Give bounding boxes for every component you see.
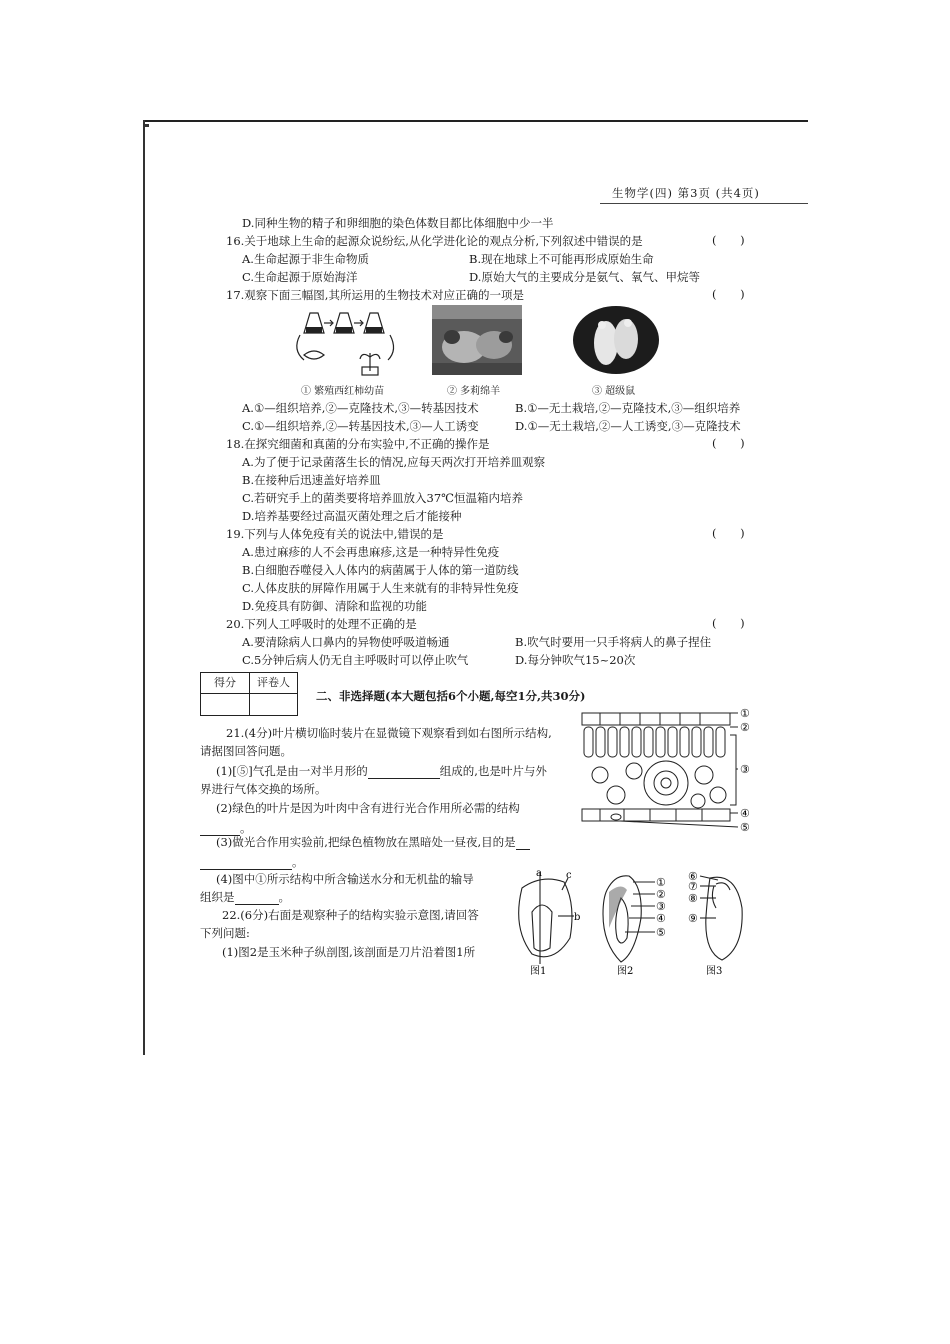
q16-option-b: B.现在地球上不可能再形成原始生命 [469, 252, 654, 266]
q19-answer-paren: ( ) [712, 526, 755, 540]
q21-blank-1[interactable] [368, 778, 440, 779]
fig3-caption: 图3 [706, 966, 723, 977]
q17-stem: 17.观察下面三幅图,其所运用的生物技术对应正确的一项是 [226, 288, 524, 302]
q22-line-3: (1)图2是玉米种子纵剖图,该剖面是刀片沿着图1所 [222, 945, 476, 959]
q21-line-2: 请据图回答问题。 [200, 744, 292, 758]
q21-part-1-text-a: (1)[⑤]气孔是由一对半月形的 [216, 764, 368, 778]
q16-answer-paren: ( ) [712, 233, 755, 247]
q21-part-1-c: 界进行气体交换的场所。 [200, 782, 327, 796]
q19-stem: 19.下列与人体免疫有关的说法中,错误的是 [226, 527, 444, 541]
dolly-sheep-photo [432, 305, 522, 375]
fig1-label-a: a [536, 868, 542, 879]
fig3-label-9: ⑨ [688, 912, 698, 925]
q17-option-b: B.①—无土栽培,②—克隆技术,③—组织培养 [515, 401, 741, 415]
q19-option-a: A.患过麻疹的人不会再患麻疹,这是一种特异性免疫 [242, 545, 500, 559]
q16-option-d: D.原始大气的主要成分是氨气、氧气、甲烷等 [469, 270, 700, 284]
q20-option-d: D.每分钟吹气15~20次 [515, 653, 636, 667]
q21-part-4-b [200, 889, 290, 905]
corn-seed-figure-2 [593, 868, 678, 978]
leaf-cross-section-diagram [580, 705, 755, 835]
fig3-label-6: ⑥ [688, 870, 698, 883]
q17-option-a: A.①—组织培养,②—克隆技术,③—转基因技术 [242, 401, 479, 415]
q21-part-3-period: 。 [292, 855, 304, 869]
q18-option-b: B.在接种后迅速盖好培养皿 [242, 473, 381, 487]
q20-option-b: B.吹气时要用一只手将病人的鼻子捏住 [515, 635, 712, 649]
q21-blank-3a[interactable] [516, 849, 530, 850]
q18-option-d: D.培养基要经过高温灭菌处理之后才能接种 [242, 509, 462, 523]
section-2-title: 二、非选择题(本大题包括6个小题,每空1分,共30分) [316, 689, 586, 703]
q21-part-2-period: 。 [240, 821, 252, 835]
fig3-label-8: ⑧ [688, 892, 698, 905]
q19-option-b: B.白细胞吞噬侵入人体内的病菌属于人体的第一道防线 [242, 563, 519, 577]
score-table-divider [249, 673, 250, 715]
leaf-label-4: ④ [740, 807, 750, 820]
fig1-label-b: b [574, 912, 581, 923]
fig2-label-4: ④ [656, 912, 666, 925]
margin-tick [143, 124, 149, 127]
q21-blank-4[interactable] [235, 904, 279, 905]
header-rule [600, 203, 808, 204]
fig2-label-2: ② [656, 888, 666, 901]
leaf-label-3: ③ [740, 763, 750, 776]
q15-option-d: D.同种生物的精子和卵细胞的染色体数目都比体细胞中少一半 [242, 216, 554, 230]
q16-option-a: A.生命起源于非生命物质 [242, 252, 369, 266]
fig3-label-7: ⑦ [688, 880, 698, 893]
q17-caption-2: ② 多莉绵羊 [447, 386, 501, 397]
q21-part-4-text: 组织是 [200, 890, 235, 904]
q18-option-c: C.若研究手上的菌类要将培养皿放入37℃恒温箱内培养 [242, 491, 524, 505]
fig1-label-c: c [566, 870, 572, 881]
top-rule [143, 120, 808, 122]
left-margin-line [143, 120, 145, 1055]
score-table [200, 672, 298, 716]
q21-part-4-period: 。 [278, 890, 290, 904]
q21-part-1-a [216, 763, 547, 779]
leaf-label-2: ② [740, 721, 750, 734]
q16-option-c: C.生命起源于原始海洋 [242, 270, 358, 284]
q20-stem: 20.下列人工呼吸时的处理不正确的是 [226, 617, 417, 631]
q21-line-1: 21.(4分)叶片横切临时装片在显微镜下观察看到如右图所示结构, [226, 726, 552, 740]
tomato-tissue-culture-figure [290, 305, 400, 377]
q20-option-c: C.5分钟后病人仍无自主呼吸时可以停止吹气 [242, 653, 469, 667]
q18-answer-paren: ( ) [712, 436, 755, 450]
fig2-caption: 图2 [617, 966, 634, 977]
q21-part-3-a [216, 834, 530, 850]
fig2-label-5: ⑤ [656, 926, 666, 939]
q21-part-3-text: (3)做光合作用实验前,把绿色植物放在黑暗处一昼夜,目的是 [216, 835, 516, 849]
grader-label: 评卷人 [257, 676, 290, 689]
fig2-label-3: ③ [656, 900, 666, 913]
score-table-rule [201, 693, 297, 694]
score-label: 得分 [214, 676, 236, 689]
super-mouse-photo [572, 305, 660, 375]
page-header: 生物学(四) 第3页 (共4页) [612, 186, 760, 200]
q19-option-c: C.人体皮肤的屏障作用属于人生来就有的非特异性免疫 [242, 581, 519, 595]
q18-stem: 18.在探究细菌和真菌的分布实验中,不正确的操作是 [226, 437, 490, 451]
fig1-caption: 图1 [530, 966, 547, 977]
q22-line-1: 22.(6分)右面是观察种子的结构实验示意图,请回答 [222, 908, 479, 922]
q17-option-d: D.①—无土栽培,②—人工诱变,③—克隆技术 [515, 419, 741, 433]
q20-answer-paren: ( ) [712, 616, 755, 630]
fig2-label-1: ① [656, 876, 666, 889]
q18-option-a: A.为了便于记录菌落生长的情况,应每天两次打开培养皿观察 [242, 455, 546, 469]
q17-caption-3: ③ 超级鼠 [592, 386, 636, 397]
bean-seed-figure-3 [686, 868, 756, 978]
q17-option-c: C.①—组织培养,②—转基因技术,③—人工诱变 [242, 419, 479, 433]
q17-caption-1: ① 繁殖西红柿幼苗 [301, 386, 385, 397]
q17-answer-paren: ( ) [712, 287, 755, 301]
q21-blank-3b[interactable] [200, 869, 292, 870]
corn-seed-figure-1 [508, 868, 588, 978]
q16-stem: 16.关于地球上生命的起源众说纷纭,从化学进化论的观点分析,下列叙述中错误的是 [226, 234, 643, 248]
q21-part-3-b [200, 854, 304, 870]
q21-part-1-text-b: 组成的,也是叶片与外 [439, 764, 547, 778]
q21-part-2-a: (2)绿色的叶片是因为叶肉中含有进行光合作用所必需的结构 [216, 801, 520, 815]
leaf-label-5: ⑤ [740, 821, 750, 834]
q21-part-4-a: (4)图中①所示结构中所含输送水分和无机盐的输导 [216, 872, 474, 886]
q20-option-a: A.要清除病人口鼻内的异物使呼吸道畅通 [242, 635, 450, 649]
q19-option-d: D.免疫具有防御、清除和监视的功能 [242, 599, 427, 613]
q22-line-2: 下列问题: [200, 926, 250, 940]
leaf-label-1: ① [740, 707, 750, 720]
